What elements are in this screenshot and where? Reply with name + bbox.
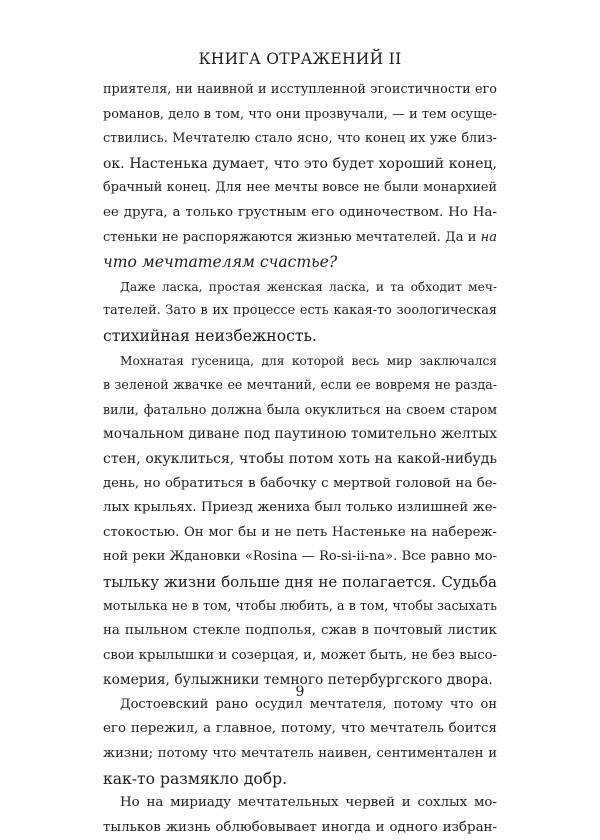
text-line: тателей. Зато в их процессе есть какая-то зоологическая <box>103 303 497 319</box>
text-line: лых крыльях. Приезд жениха был только излишней же- <box>103 500 497 516</box>
text-line: Но на мириаду мечтательных червей и сохлых мо- <box>120 795 497 811</box>
text-line: тыльку жизни больше дня не полагается. Судьба <box>103 572 497 591</box>
text-line: Достоевский рано осудил мечтателя, потому что он <box>120 696 497 712</box>
running-head: КНИГА ОТРАЖЕНИЙ II <box>198 50 402 68</box>
paragraph <box>103 791 497 840</box>
text-line: Мохнатая гусеница, для которой весь мир заключался <box>120 353 497 368</box>
text-line: стен, окуклиться, чтобы потом хоть на какой-нибудь <box>103 450 497 467</box>
paragraph <box>103 693 497 791</box>
text-line: его пережил, а главное, потому, что мечтатель боится <box>103 721 497 737</box>
page-number: 9 <box>295 684 305 700</box>
body-text <box>103 78 497 840</box>
text-line: день, но обратиться в бабочку с мертвой головой на бе- <box>103 475 497 491</box>
text-line: приятеля, ни наивной и исступленной эгоистичности его <box>103 82 497 97</box>
text-line: тыльков жизнь облюбовывает иногда и одного избран- <box>103 819 497 835</box>
text-line: ок. Настенька думает, что это будет хороший конец, <box>103 155 497 172</box>
paragraph <box>103 349 497 693</box>
paragraph <box>103 275 497 349</box>
text-line: брачный конец. Для нее мечты вовсе не были монархией <box>103 180 497 196</box>
text-line: свои крылышки и созерцая, и, может быть, не без высо- <box>103 647 497 663</box>
text-line: романов, дело в том, что они прозвучали, — и тем осуще- <box>103 106 497 122</box>
text-line: Даже ласка, простая женская ласка, и та обходит меч- <box>120 279 497 294</box>
text-line: вили, фатально должна была окуклиться на своем старом <box>103 401 497 417</box>
text-line: ее друга, а только грустным его одиночеством. Но На- <box>103 204 497 220</box>
text-line: мотылька не в том, чтобы любить, а в том, чтобы засыхать <box>103 598 497 614</box>
text-line: стокостью. Он мог бы и не петь Настеньке на набереж- <box>103 524 497 540</box>
italic-line: что мечтателям счастье? <box>103 253 338 272</box>
text-line: ствились. Мечтателю стало ясно, что конец их уже близ- <box>103 131 497 147</box>
text-line: как-то размякло добр. <box>103 769 288 788</box>
text-line: на пыльном стекле подполья, сжав в почтовый листик <box>103 623 497 639</box>
text-line <box>103 226 497 251</box>
text-line: жизни; потому что мечтатель наивен, сентиментален и <box>103 746 497 762</box>
text-line: ной реки Ждановки «Rosina — Ro-si-ii-na». Все равно мо- <box>103 549 497 565</box>
italic-text: на <box>480 229 497 245</box>
text-run: стеньки не распоряжаются жизнью мечтателей. Да и <box>103 229 481 245</box>
text-line: мочальном диване под паутиною томительно желтых <box>103 426 497 443</box>
text-line: в зеленой жвачке ее мечтаний, если ее вовремя не разда- <box>103 377 497 393</box>
paragraph <box>103 78 497 275</box>
text-line: комерия, булыжники темного петербургского двора. <box>103 672 493 689</box>
text-line: стихийная неизбежность. <box>103 326 317 345</box>
